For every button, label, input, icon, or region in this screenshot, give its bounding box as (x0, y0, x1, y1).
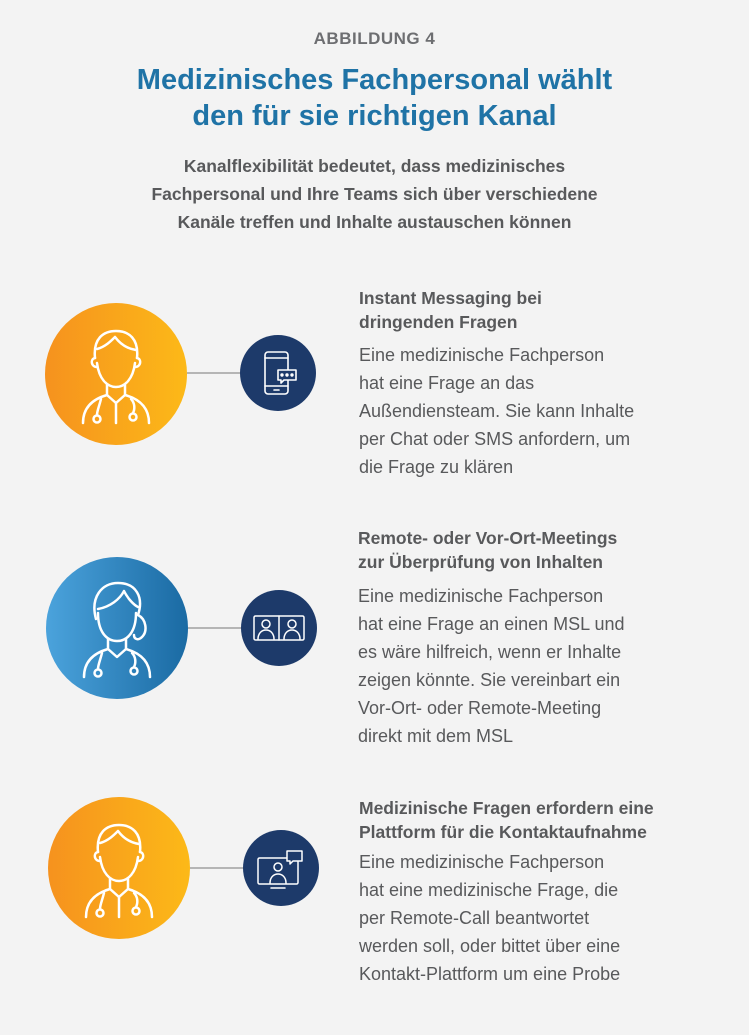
title-line: Medizinisches Fachpersonal wählt (136, 64, 613, 96)
subtitle-line: Fachpersonal und Ihre Teams sich über verschiedene (151, 184, 598, 204)
item-heading-2 (358, 526, 617, 574)
body-line: Außendiensteam. Sie kann Inhalte (359, 401, 635, 421)
page-title (0, 62, 749, 134)
subtitle-line: Kanalflexibilität bedeutet, dass medizinisches (183, 156, 566, 176)
body-line: hat eine medizinische Frage, die (359, 880, 619, 900)
heading-line: Plattform für die Kontaktaufnahme (359, 822, 647, 842)
body-line: per Chat oder SMS anfordern, um (359, 429, 631, 449)
video-call-chat-icon (243, 830, 319, 906)
avatar-circle-3 (48, 797, 190, 939)
body-line: hat eine Frage an das (359, 373, 535, 393)
channel-circle-2 (241, 590, 317, 666)
body-line: es wäre hilfreich, wenn er Inhalte (358, 642, 622, 662)
channel-circle-3 (243, 830, 319, 906)
body-line: die Frage zu klären (359, 457, 514, 477)
body-line: hat eine Frage an einen MSL und (358, 614, 625, 634)
male-doctor-icon (45, 303, 187, 445)
figure-label: ABBILDUNG 4 (313, 29, 436, 48)
subtitle (0, 152, 749, 236)
female-doctor-icon (46, 557, 188, 699)
body-line: Eine medizinische Fachperson (358, 586, 604, 606)
connector-line (190, 867, 245, 869)
heading-line: Medizinische Fragen erfordern eine (359, 798, 654, 818)
male-doctor-icon (48, 797, 190, 939)
title-line: den für sie richtigen Kanal (192, 100, 557, 132)
body-line: werden soll, oder bittet über eine (359, 936, 621, 956)
avatar-circle-2 (46, 557, 188, 699)
body-line: Vor-Ort- oder Remote-Meeting (358, 698, 602, 718)
heading-line: Remote- oder Vor-Ort-Meetings (358, 528, 618, 548)
heading-line: dringenden Fragen (359, 312, 518, 332)
channel-circle-1 (240, 335, 316, 411)
smartphone-chat-icon (240, 335, 316, 411)
connector-line (188, 627, 243, 629)
item-body-1 (359, 341, 699, 481)
body-line: zeigen könnte. Sie vereinbart ein (358, 670, 621, 690)
item-heading-1 (359, 286, 542, 334)
body-line: per Remote-Call beantwortet (359, 908, 590, 928)
body-line: Kontakt-Plattform um eine Probe (359, 964, 621, 984)
subtitle-line: Kanäle treffen und Inhalte austauschen können (177, 212, 572, 232)
connector-line (187, 372, 242, 374)
body-line: direkt mit dem MSL (358, 726, 514, 746)
body-line: Eine medizinische Fachperson (359, 345, 605, 365)
item-body-2 (358, 582, 698, 750)
heading-line: Instant Messaging bei (359, 288, 542, 308)
item-heading-3 (359, 796, 654, 844)
item-body-3 (359, 848, 699, 988)
avatar-circle-1 (45, 303, 187, 445)
body-line: Eine medizinische Fachperson (359, 852, 605, 872)
video-meeting-icon (241, 590, 317, 666)
heading-line: zur Überprüfung von Inhalten (358, 552, 603, 572)
